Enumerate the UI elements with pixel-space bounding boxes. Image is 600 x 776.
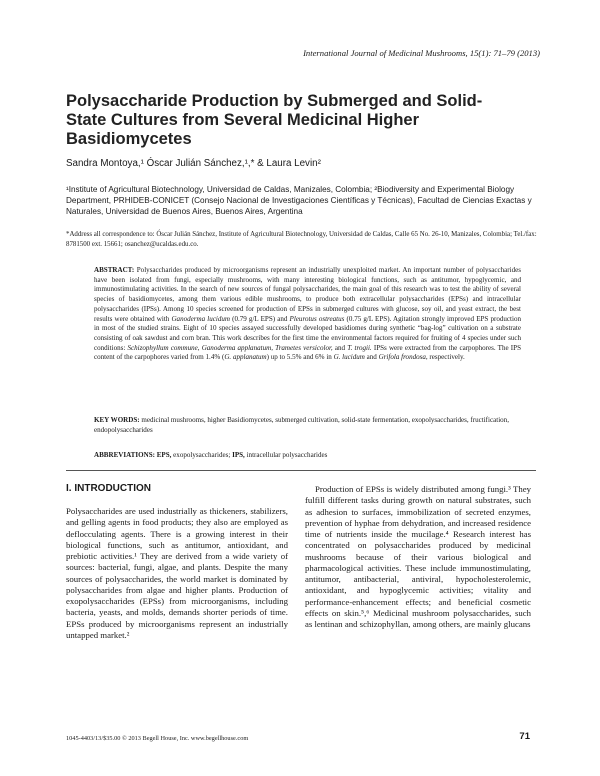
section-heading: I. INTRODUCTION xyxy=(66,483,151,494)
paper-title: Polysaccharide Production by Submerged and Solid-State Cultures from Several Medicinal Higher Basidiomycetes xyxy=(66,92,483,148)
keywords-text: medicinal mushrooms, higher Basidiomycetes, submerged cultivation, solid-state fermentation, exopolysaccharides, fructification, endopolysaccharides xyxy=(94,416,509,434)
species-name: Grifola frondosa xyxy=(378,353,426,362)
abbreviation-definition: exopolysaccharides; xyxy=(171,451,233,459)
abstract xyxy=(94,266,521,363)
abstract-text: (0.79 g/L EPS) and xyxy=(229,314,290,323)
abbreviation-definition: intracellular polysaccharides xyxy=(244,451,328,459)
keywords xyxy=(94,416,521,435)
species-name: Schizophyllum commune, Ganoderma applanatum, Trametes versicolor, xyxy=(127,343,333,352)
section-divider xyxy=(66,470,536,471)
abstract-text: and xyxy=(364,353,379,362)
abbreviation-term: EPS, xyxy=(154,451,172,459)
species-name: Ganoderma lucidum xyxy=(171,314,230,323)
correspondence-note: *Address all correspondence to: Óscar Julián Sánchez, Institute of Agricultural Biotechnology, Universidad de Caldas, Calle 65 No. 26-10, Manizales, Colombia; Tel./fax: 8781500 ext. 15661; osanchez@ucaldas.edu.co. xyxy=(66,231,537,248)
keywords-label: KEY WORDS: xyxy=(94,416,140,424)
species-name: G. applanatum xyxy=(224,353,267,362)
abstract-text: IPSs were extracted from the carpophores. The IPS content of the carpophores varied from 1.4% ( xyxy=(94,343,521,362)
body-column-right xyxy=(305,484,531,630)
abbreviations xyxy=(94,451,521,461)
species-name: T. trogii. xyxy=(347,343,372,352)
species-name: G. lucidum xyxy=(333,353,365,362)
body-column-left xyxy=(66,506,288,641)
body-paragraph: Polysaccharides are used industrially as thickeners, stabilizers, and gelling agents in food products; they also are employed as deflocculating agents. There is a growing interest in their biological functions, such as antitumor, antioxidant, and prebiotic activities.¹ They are derived from a wide variety of sources: bacterial, fungi, algae, and plants. Despite the many sources of polysaccharides, the world market is dominated by polysaccharides from algae and higher plants. Production of exopolysaccharides (EPSs) from microorganisms, including bacteria, yeasts, and molds, demands shorter periods of time. EPSs produced by microorganisms represent an industrially untapped market.² xyxy=(66,506,288,640)
journal-citation: International Journal of Medicinal Mushrooms, 15(1): 71–79 (2013) xyxy=(303,48,540,58)
abstract-text: and xyxy=(332,343,348,352)
body-paragraph: Production of EPSs is widely distributed among fungi.³ They fulfill different tasks during growth on natural substrates, such as adhesion to surfaces, immobilization of secreted enzymes, prevention of hyphae from dehydration, and increased residence time of nutrients inside the mucilage.⁴ Research interest has concentrated on polysaccharides produced by medicinal mushrooms because of their various biological and pharmacological activities. These include immunostimulating, antitumor, antibacterial, antiviral, hypocholesterolemic, antioxidant, and hypoglycemic activities; vitality and performance-enhancement effects; and beneficial cosmetic effects on skin.⁵,⁶ Medicinal mushroom polysaccharides, such as lentinan and schizophyllan, among others, are mainly glucans xyxy=(305,484,531,629)
species-name: Pleurotus ostreatus xyxy=(289,314,345,323)
abbreviations-label: ABBREVIATIONS: xyxy=(94,451,155,459)
abstract-text: , respectively. xyxy=(425,353,465,362)
copyright-footer: 1045-4403/13/$35.00 © 2013 Begell House, Inc. www.begellhouse.com xyxy=(66,735,249,742)
abstract-text: (0.75 g/L EPS). Agitation strongly improved EPS production in most of the studied strains. Eight of 10 species assayed successfully developed basidiomes during synthetic “bag-log” cultivation on a substrate consisting of oak sawdust and corn bran. This work describes for the first time the environmental factors required for fruiting of 4 species under such conditions: xyxy=(94,314,522,352)
abstract-label: ABSTRACT: xyxy=(94,266,135,274)
page-number: 71 xyxy=(519,731,530,742)
abstract-text: Polysaccharides produced by microorganisms represent an industrially unexploited market. An important number of polysaccharides have been isolated from fungi, especially mushrooms, with many interesting biological functions, such as antitumor, hypoglycemic, and immunostimulating activities. In the search of new sources of fungal polysaccharides, the main goal of this research was to test the ability of several species of basidiomycetes, among them various edible mushrooms, to produce both extracellular polysaccharides (EPSs) and intracellular polysaccharides (IPSs). Among 10 species screened for production of EPSs in submerged cultures with glucose, soy oil, and yeast extract, the best results were obtained with xyxy=(94,266,521,323)
abstract-text: ) up to 5.5% and 6% in xyxy=(266,353,334,362)
author-list: Sandra Montoya,¹ Óscar Julián Sánchez,¹,* & Laura Levin² xyxy=(66,158,321,169)
affiliations: ¹Institute of Agricultural Biotechnology, Universidad de Caldas, Manizales, Colombia; ²Biodiversity and Experimental Biology Department, PRHIDEB-CONICET (Consejo Nacional de Investigaciones Científicas y Técnicas), Facultad de Ciencias Exactas y Naturales, Universidad de Buenos Aires, Buenos Aires, Argentina xyxy=(66,185,532,217)
abbreviation-term: IPS, xyxy=(232,451,245,459)
